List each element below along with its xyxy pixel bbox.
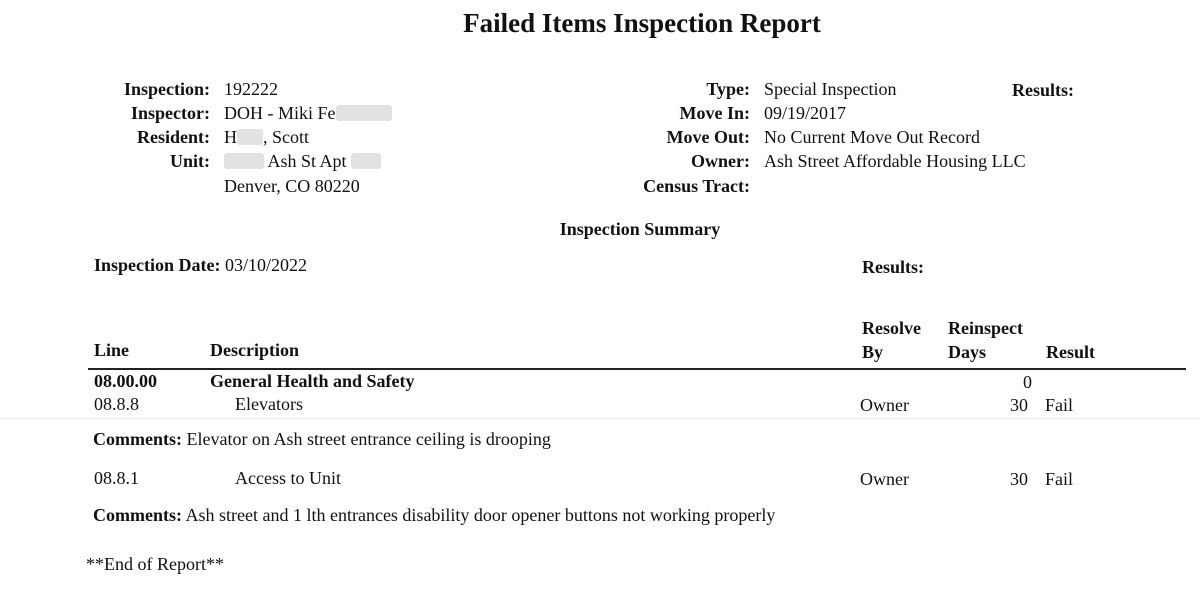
unit-address-line2: Denver, CO 80220	[224, 176, 360, 196]
inspector-value	[224, 103, 392, 124]
inspector-name: DOH - Miki Fe	[224, 103, 336, 123]
column-header-line: Line	[94, 340, 130, 360]
item-result: Fail	[1045, 395, 1074, 415]
table-header-rule	[88, 368, 1186, 370]
item-resolve-by: Owner	[860, 395, 909, 415]
item-description: Elevators	[235, 394, 303, 414]
inspection-date-value: 03/10/2022	[225, 255, 308, 275]
section-line-number: 08.00.00	[94, 371, 157, 391]
comment-label: Comments:	[93, 505, 182, 525]
item-reinspect-days: 30	[1010, 395, 1028, 415]
redaction-mark	[237, 129, 263, 145]
owner-label: Owner:	[691, 151, 750, 171]
inspector-label: Inspector:	[131, 103, 210, 123]
type-label: Type:	[706, 79, 750, 99]
inspection-date-label: Inspection Date:	[94, 255, 221, 275]
inspection-label: Inspection:	[123, 79, 210, 99]
item-comment	[93, 505, 775, 526]
type-value: Special Inspection	[764, 79, 897, 99]
report-title: Failed Items Inspection Report	[463, 8, 821, 38]
redaction-mark	[336, 105, 392, 121]
comment-text: Ash street and 1 lth entrances disability door opener buttons not working properly	[185, 505, 776, 525]
comment-text: Elevator on Ash street entrance ceiling is drooping	[186, 429, 551, 449]
item-resolve-by: Owner	[860, 469, 909, 489]
scan-artifact-line	[0, 418, 1200, 419]
results-label: Results:	[1012, 80, 1074, 100]
summary-results-label: Results:	[862, 257, 924, 277]
resident-name-start: H	[224, 127, 237, 147]
column-header-reinspect-bottom: Days	[948, 342, 987, 362]
resident-label: Resident:	[137, 127, 210, 147]
redaction-mark	[351, 153, 381, 169]
section-description: General Health and Safety	[210, 371, 415, 391]
section-days: 0	[1023, 372, 1032, 392]
unit-label: Unit:	[170, 151, 210, 171]
move-in-label: Move In:	[679, 103, 750, 123]
column-header-resolve-bottom: By	[862, 342, 884, 362]
inspection-number: 192222	[224, 79, 278, 99]
move-out-value: No Current Move Out Record	[764, 127, 980, 147]
item-result: Fail	[1045, 469, 1074, 489]
move-out-label: Move Out:	[666, 127, 750, 147]
owner-value: Ash Street Affordable Housing LLC	[764, 151, 1026, 171]
unit-street: Ash St Apt	[267, 151, 347, 171]
redaction-mark	[224, 153, 264, 169]
resident-value	[224, 127, 309, 148]
end-of-report: **End of Report**	[86, 554, 224, 574]
column-header-reinspect-top: Reinspect	[948, 318, 1023, 338]
census-tract-label: Census Tract:	[643, 176, 750, 196]
item-comment	[93, 429, 551, 450]
inspection-date	[94, 255, 307, 276]
item-line-number: 08.8.8	[94, 394, 139, 414]
resident-name-end: , Scott	[263, 127, 310, 147]
unit-address-line1	[224, 151, 381, 172]
item-description: Access to Unit	[235, 468, 341, 488]
column-header-resolve-top: Resolve	[862, 318, 921, 338]
item-reinspect-days: 30	[1010, 469, 1028, 489]
summary-heading: Inspection Summary	[559, 219, 721, 239]
column-header-description: Description	[210, 340, 299, 360]
column-header-result: Result	[1046, 342, 1095, 362]
item-line-number: 08.8.1	[94, 468, 139, 488]
comment-label: Comments:	[93, 429, 182, 449]
move-in-value: 09/19/2017	[764, 103, 847, 123]
